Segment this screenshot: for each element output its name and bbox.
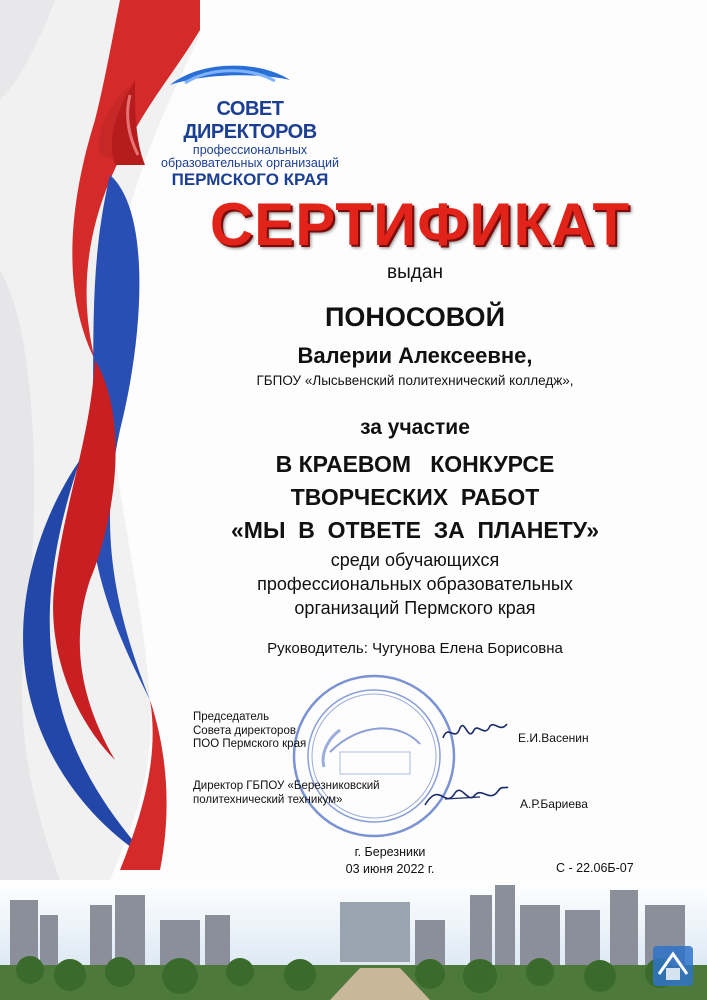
among-line-1: среди обучающихся bbox=[330, 550, 500, 570]
logo-title: СОВЕТ ДИРЕКТОРОВ bbox=[183, 98, 317, 143]
logo-region: ПЕРМСКОГО КРАЯ bbox=[171, 170, 329, 189]
issue-place-date bbox=[300, 844, 480, 878]
chairman-name: Е.И.Васенин bbox=[518, 731, 589, 745]
director-signature-icon bbox=[420, 775, 510, 815]
issue-date: 03 июня 2022 г. bbox=[345, 862, 435, 876]
director-line-1: Директор ГБПОУ «Березниковский bbox=[193, 780, 380, 792]
contest-title bbox=[200, 448, 630, 547]
among-line-3: организаций Пермского края bbox=[294, 598, 536, 618]
recipient-surname: ПОНОСОВОЙ bbox=[325, 302, 505, 332]
director-name: А.Р.Бариева bbox=[520, 797, 588, 811]
recipient-organization: ГБПОУ «Лысьвенский политехнический колледж», bbox=[256, 373, 574, 388]
supervisor: Руководитель: Чугунова Елена Борисовна bbox=[267, 640, 563, 657]
chairman-line-2: Совета директоров bbox=[193, 724, 296, 737]
recipient-name: Валерии Алексеевне, bbox=[297, 343, 533, 368]
contest-line-3: «МЫ В ОТВЕТЕ ЗА ПЛАНЕТУ» bbox=[231, 517, 599, 543]
chairman-line-1: Председатель bbox=[193, 711, 270, 723]
corner-logo-icon bbox=[651, 944, 695, 988]
director-title bbox=[193, 780, 380, 807]
director-line-2: политехнический техникум» bbox=[193, 793, 343, 806]
participants-description bbox=[200, 548, 630, 620]
issue-city: г. Березники bbox=[354, 845, 426, 859]
certificate-number: С - 22.06Б-07 bbox=[556, 861, 634, 875]
chairman-signature-icon bbox=[440, 718, 510, 748]
city-skyline-image bbox=[0, 880, 707, 1000]
logo-subtitle-1: профессиональных bbox=[192, 143, 308, 157]
chairman-line-3: ПОО Пермского края bbox=[193, 738, 307, 750]
participation-label: за участие bbox=[360, 416, 470, 439]
logo-text bbox=[150, 98, 350, 189]
certificate-title: СЕРТИФИКАТ bbox=[209, 191, 631, 258]
issued-label: выдан bbox=[387, 262, 443, 283]
contest-line-2: ТВОРЧЕСКИХ РАБОТ bbox=[290, 484, 540, 510]
contest-line-1: В КРАЕВОМ КОНКУРСЕ bbox=[275, 451, 555, 477]
chairman-title bbox=[193, 711, 306, 752]
logo-subtitle-2: образовательных организаций bbox=[161, 156, 339, 170]
among-line-2: профессиональных образовательных bbox=[257, 574, 573, 594]
